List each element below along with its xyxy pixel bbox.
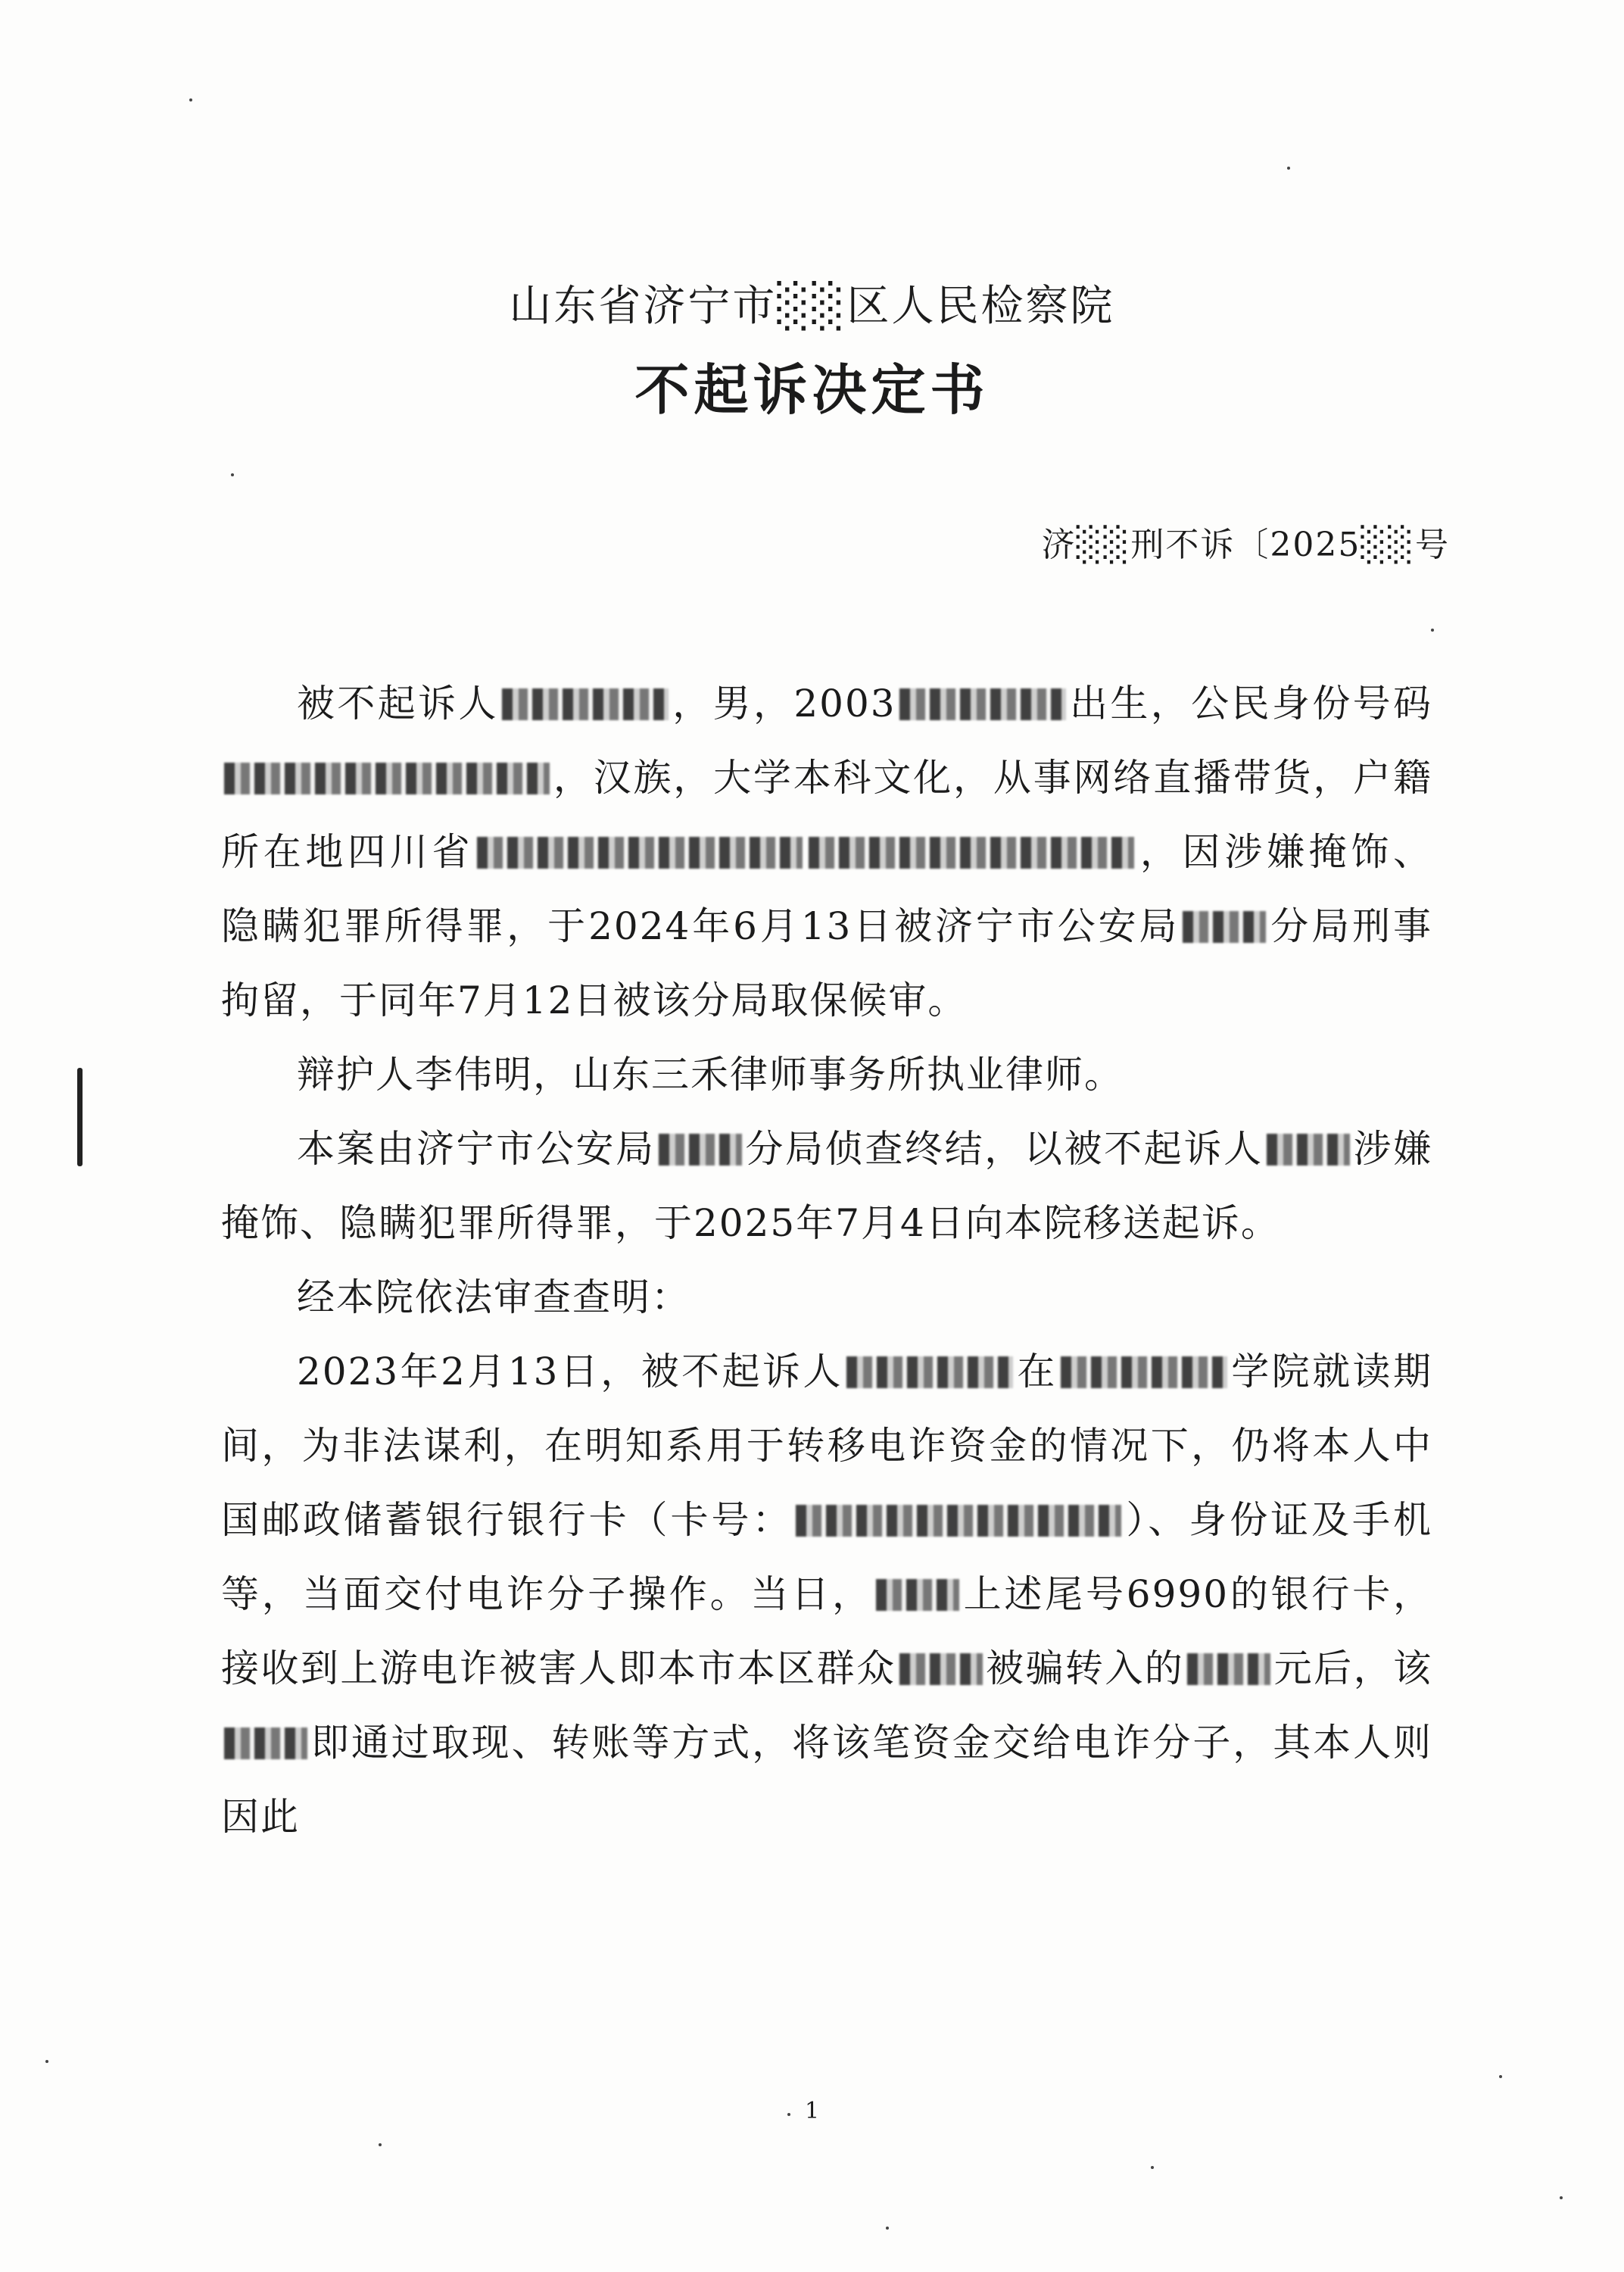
- text-segment: 分局侦查终结，以被不起诉人: [744, 1127, 1264, 1171]
- text-segment: 涉嫌掩饰、隐瞒犯罪所得罪，于2025年7月4日向本院移送起诉。: [221, 1127, 1433, 1245]
- redacted-school: [1061, 1356, 1227, 1389]
- scan-speck: [231, 473, 234, 476]
- text-segment: ，因涉嫌掩饰、隐瞒犯罪所得罪，于2024年6月13日被济宁市公安局: [221, 830, 1433, 948]
- paragraph-case-transfer: [221, 1112, 1432, 1260]
- text-segment: 被不起诉人: [297, 682, 499, 726]
- redacted-name: [502, 688, 669, 721]
- text-segment: 出生，公民身份号码: [1068, 682, 1432, 726]
- text-segment: 在: [1015, 1350, 1058, 1393]
- redacted-card-number: [796, 1505, 1121, 1537]
- paragraph-defendant-info: [221, 666, 1432, 1038]
- redacted-victim-name: [899, 1653, 983, 1686]
- paragraph-facts: [221, 1334, 1432, 1854]
- redacted-id-number: [224, 763, 550, 795]
- redacted-branch: [659, 1134, 742, 1166]
- text-segment: 本案由济宁市公安局: [297, 1127, 656, 1171]
- document-body: [221, 666, 1432, 1854]
- scan-speck: [1287, 167, 1290, 170]
- text-segment: 学院就读期间，为非法谋利，在明知系用于转移电诈资金的情况下，仍将本人中国邮政储蓄银行银行卡（卡号：: [221, 1350, 1432, 1542]
- scan-speck: [45, 2060, 48, 2063]
- text-segment: 被骗转入的: [985, 1646, 1185, 1690]
- text-segment: 上述尾号6990的银行卡，接收到上游电诈被害人即本市本区群众: [221, 1572, 1433, 1690]
- paragraph-review-heading: [221, 1260, 1432, 1334]
- redacted-amount: [1187, 1653, 1270, 1686]
- text-segment: 元后，该: [1273, 1646, 1433, 1690]
- text-segment: 2023年2月13日，被不起诉人: [297, 1350, 843, 1393]
- redacted-name: [876, 1579, 959, 1612]
- redacted-branch: [1183, 911, 1266, 944]
- text-segment: 辩护人李伟明，山东三禾律师事务所执业律师。: [297, 1053, 1124, 1097]
- redacted-address: [477, 837, 803, 869]
- scan-speck: [1431, 629, 1434, 632]
- procuratorate-name: 山东省济宁市░░区人民检察院: [509, 282, 1115, 331]
- paragraph-defense-counsel: [221, 1038, 1432, 1112]
- text-segment: ，男，2003: [671, 682, 896, 726]
- page-number: 1: [804, 2098, 820, 2124]
- scan-speck: [379, 2143, 382, 2146]
- text-segment: ）、身份证及手机等，当面交付电诈分子操作。当日，: [221, 1498, 1433, 1616]
- text-segment: 分局刑事拘留，于同年7月12日被该分局取保候审。: [221, 904, 1432, 1022]
- text-segment: 即通过取现、转账等方式，将该笔资金交给电诈分子，其本人则因此: [221, 1721, 1432, 1839]
- document-title: 不起诉决定书: [634, 357, 990, 422]
- margin-pen-mark: [77, 1068, 83, 1166]
- redacted-name: [224, 1727, 307, 1760]
- scan-speck: [886, 2227, 889, 2230]
- redacted-name: [846, 1356, 1013, 1389]
- text-segment: ，汉族，大学本科文化，从事网络直播带货，户籍所在地四川省: [221, 756, 1432, 874]
- scan-speck: [787, 2113, 790, 2116]
- scan-speck: [1560, 2196, 1563, 2199]
- redacted-birthdate: [899, 688, 1066, 721]
- redacted-name: [1267, 1134, 1350, 1166]
- document-number: 济░░刑不诉〔2025░░号: [1041, 526, 1450, 564]
- scan-speck: [1499, 2075, 1502, 2078]
- redacted-address-cont: [809, 837, 1134, 869]
- scan-speck: [1151, 2166, 1154, 2169]
- scan-speck: [189, 98, 192, 101]
- text-segment: 经本院依法审查查明：: [297, 1275, 690, 1319]
